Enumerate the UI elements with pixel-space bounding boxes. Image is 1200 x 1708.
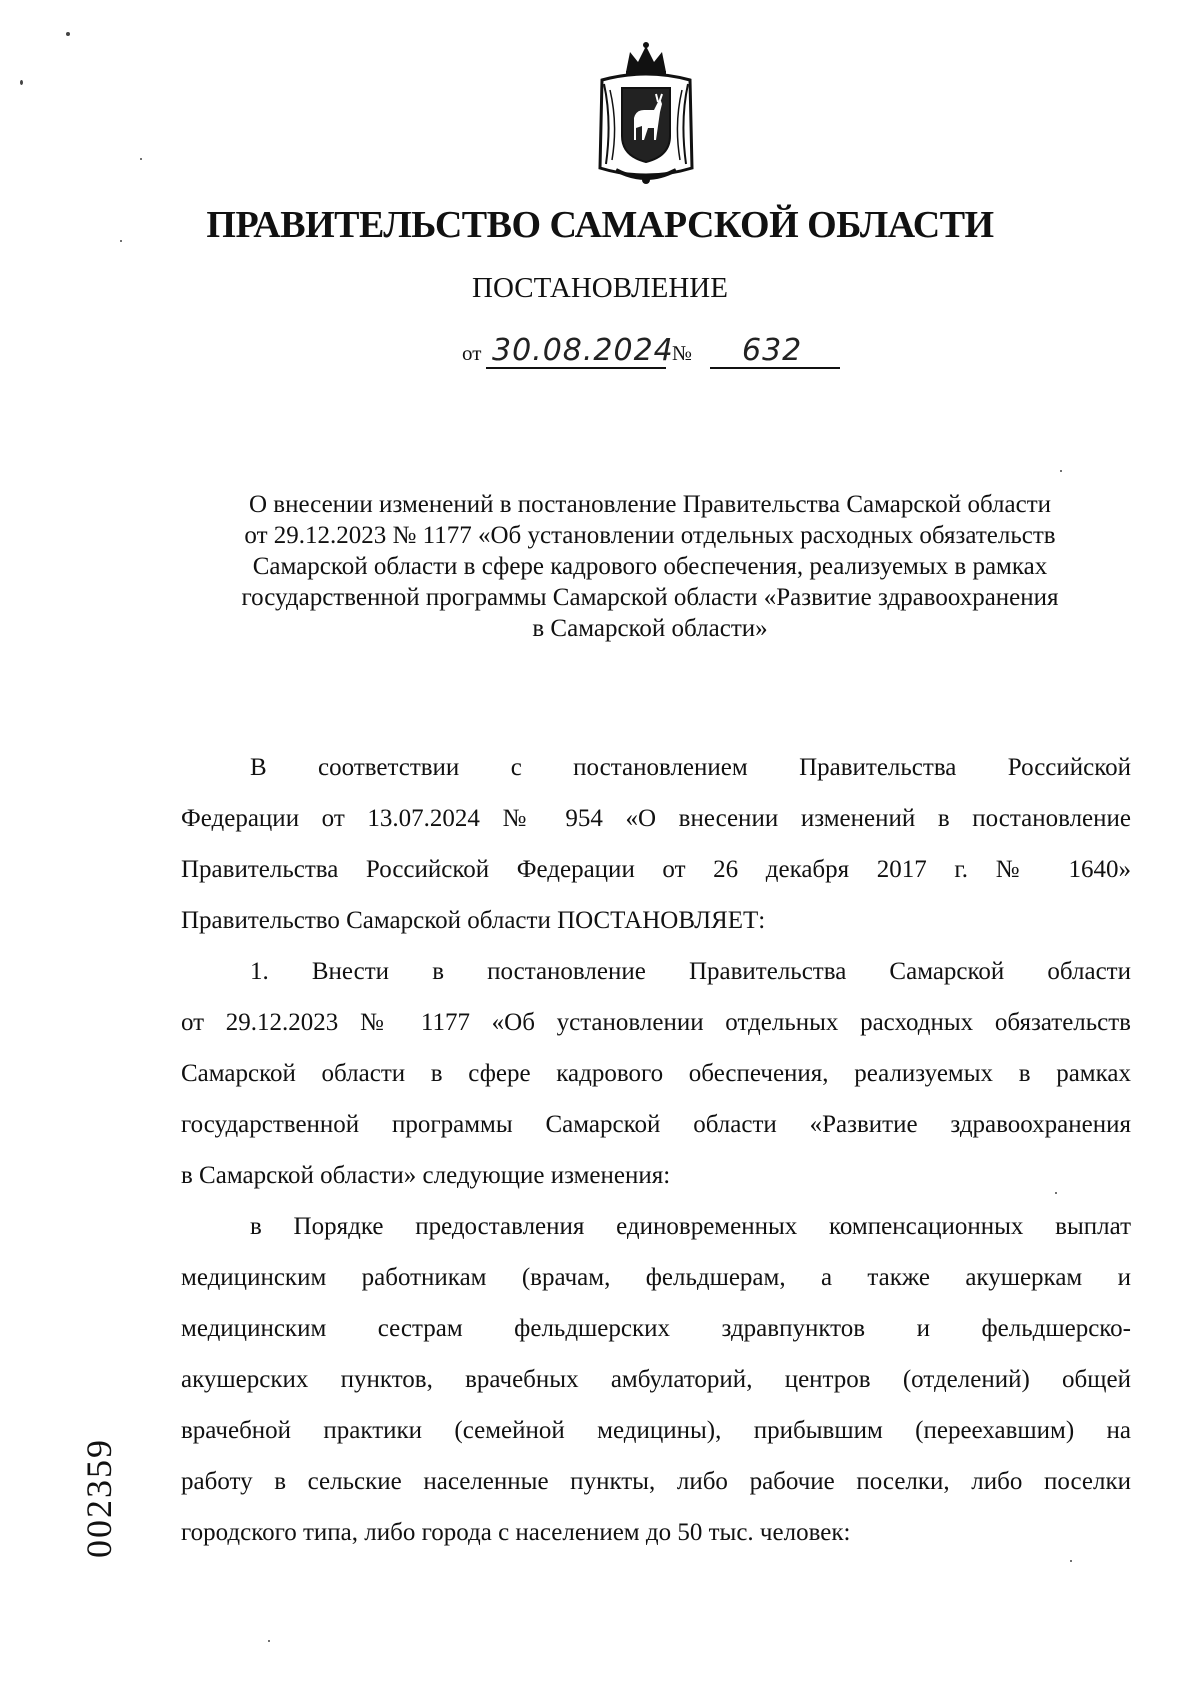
item1-sub-line: врачебной практики (семейной медицины), прибывшим (переехавшим) на: [181, 1417, 1131, 1444]
item1-sub-line: медицинским работникам (врачам, фельдшерам, а также акушеркам и: [181, 1264, 1131, 1291]
preamble-line: В соответствии с постановлением Правительства Российской: [250, 754, 1131, 781]
item1-sub-line: медицинским сестрам фельдшерских здравпунктов и фельдшерско-: [181, 1315, 1131, 1342]
item1-line: государственной программы Самарской области «Развитие здравоохранения: [181, 1111, 1131, 1138]
item1-line: от 29.12.2023 № 1177 «Об установлении отдельных расходных обязательств: [181, 1009, 1131, 1036]
side-serial-number: 002359: [79, 1438, 119, 1558]
scan-speck: [140, 158, 142, 160]
subject-line: О внесении изменений в постановление Правительства Самарской области: [248, 491, 1052, 518]
item1-sub-line: в Порядке предоставления единовременных компенсационных выплат: [250, 1213, 1131, 1240]
date-handwritten: 30.08.2024: [492, 333, 674, 368]
item1-line: 1. Внести в постановление Правительства Самарской области: [250, 958, 1131, 985]
scan-speck: [66, 32, 70, 36]
item1-line: в Самарской области» следующие изменения:: [181, 1162, 671, 1189]
organization-title: ПРАВИТЕЛЬСТВО САМАРСКОЙ ОБЛАСТИ: [206, 204, 994, 246]
document-body: [181, 752, 1131, 1568]
preamble-line: Правительство Самарской области ПОСТАНОВЛЯЕТ:: [181, 907, 766, 934]
document-type: ПОСТАНОВЛЕНИЕ: [472, 272, 728, 304]
subject-line: от 29.12.2023 № 1177 «Об установлении отдельных расходных обязательств: [244, 522, 1056, 549]
preamble-line: Правительства Российской Федерации от 26 декабря 2017 г. № 1640»: [181, 856, 1131, 883]
scan-speck: [1055, 1192, 1057, 1194]
item1-sub-line: работу в сельские населенные пункты, либо рабочие поселки, либо поселки: [181, 1468, 1131, 1495]
scan-speck: [1060, 470, 1062, 472]
scan-speck: [120, 240, 122, 242]
scan-speck: [1070, 1560, 1072, 1562]
subject-line: государственной программы Самарской области «Развитие здравоохранения: [241, 584, 1059, 611]
number-prefix: №: [672, 341, 693, 365]
item1-line: Самарской области в сфере кадрового обеспечения, реализуемых в рамках: [181, 1060, 1131, 1087]
item1-sub-line: акушерских пунктов, врачебных амбулаторий, центров (отделений) общей: [181, 1366, 1131, 1393]
samara-coat-of-arms-icon: [592, 40, 700, 188]
subject-line: Самарской области в сфере кадрового обеспечения, реализуемых в рамках: [252, 553, 1048, 580]
subject-line: в Самарской области»: [532, 615, 768, 642]
document-subject: [170, 489, 1130, 644]
scan-speck: [268, 1640, 270, 1642]
date-prefix: от: [462, 341, 482, 365]
date-number-line: [462, 330, 862, 370]
number-handwritten: 632: [742, 333, 803, 368]
scan-speck: [20, 80, 23, 85]
preamble-line: Федерации от 13.07.2024 № 954 «О внесении изменений в постановление: [181, 805, 1131, 832]
item1-sub-line: городского типа, либо города с населением до 50 тыс. человек:: [181, 1519, 851, 1546]
